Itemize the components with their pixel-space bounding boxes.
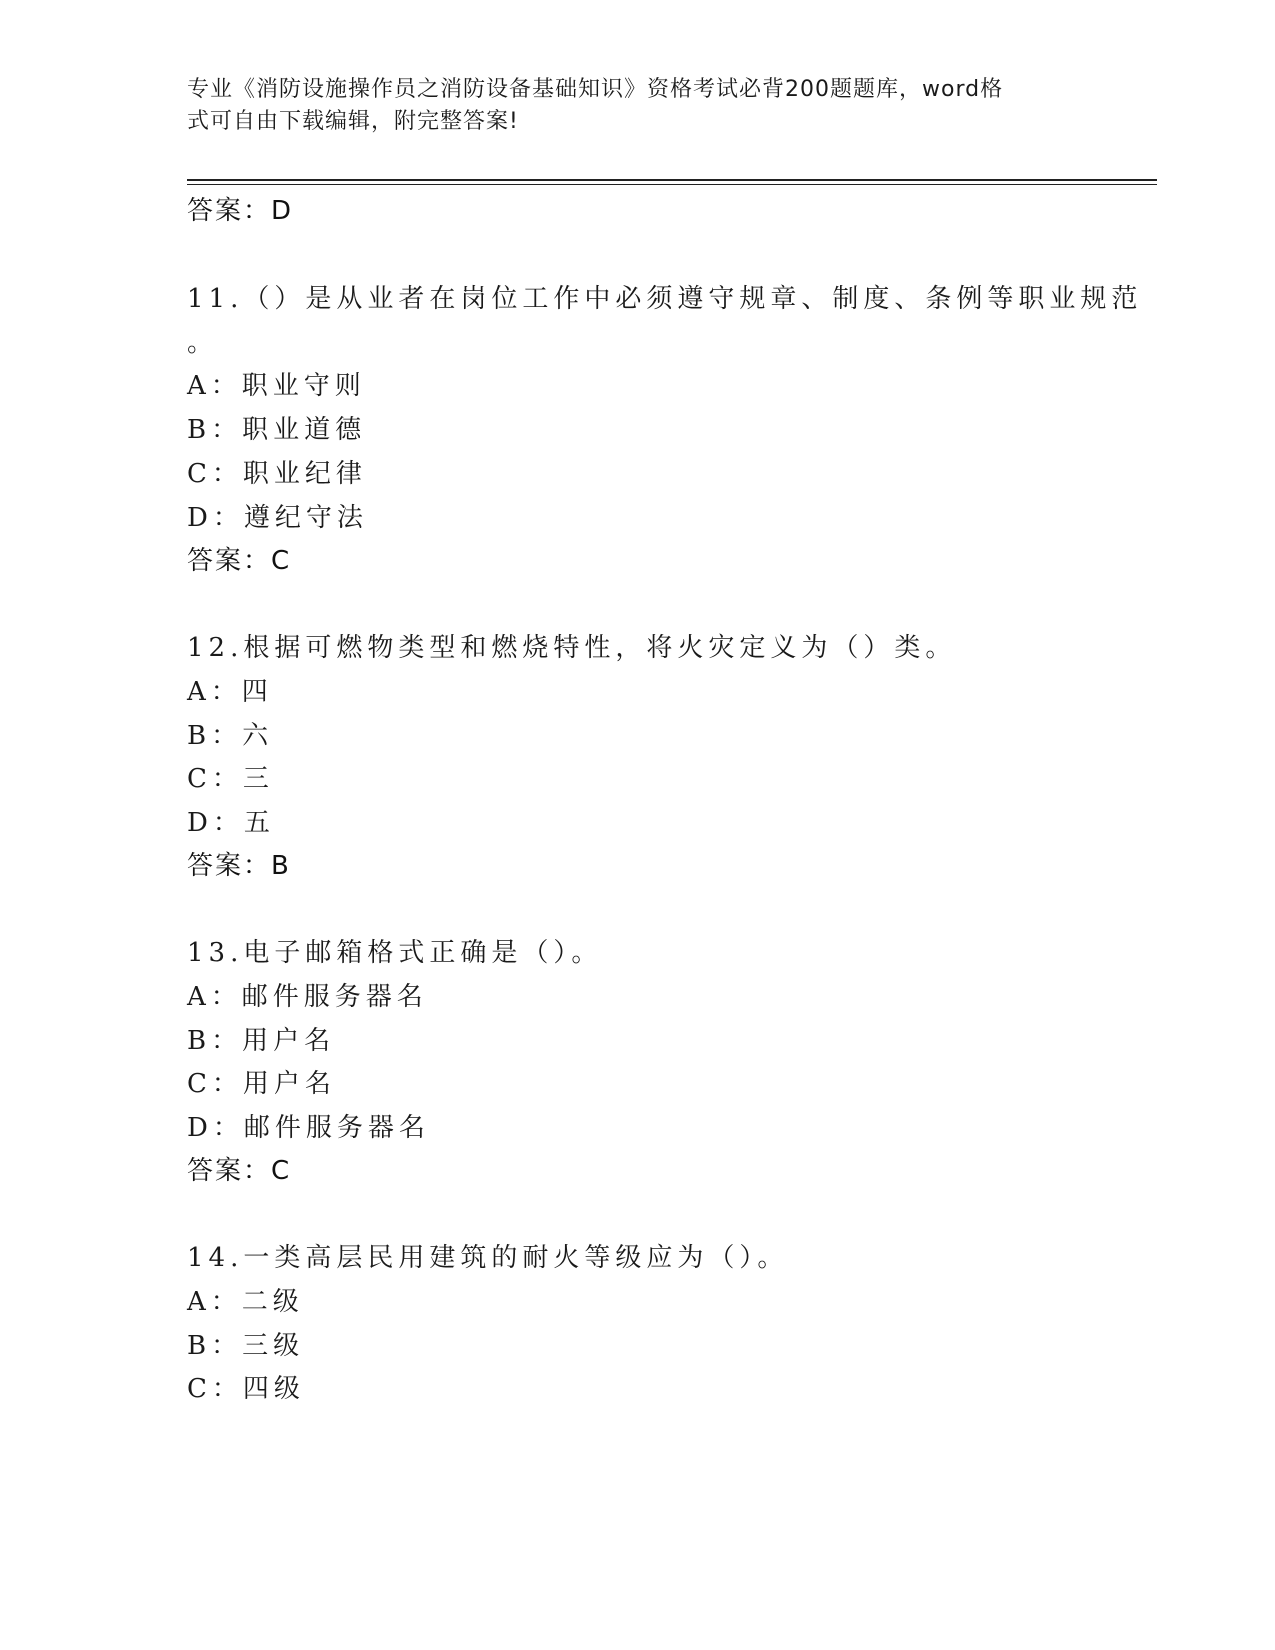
question-14-option-b: B：三级 — [187, 1331, 305, 1361]
question-12-option-b: B：六 — [187, 721, 274, 751]
question-11-option-c: C：职业纪律 — [187, 459, 367, 489]
question-14-stem: 14.一类高层民用建筑的耐火等级应为（）。 — [187, 1243, 789, 1273]
question-13-option-a: A：邮件服务器名 — [187, 982, 428, 1012]
document-header — [187, 74, 1067, 138]
previous-answer: 答案：D — [187, 196, 294, 226]
question-13-stem: 13.电子邮箱格式正确是（）。 — [187, 938, 603, 968]
question-13-answer: 答案：C — [187, 1156, 292, 1186]
question-13-option-b: B：用户名 — [187, 1026, 336, 1056]
header-divider-top — [187, 179, 1157, 181]
header-title-line-1: 专业《消防设施操作员之消防设备基础知识》资格考试必背200题题库，word格 — [187, 77, 1004, 102]
question-11-stem: 11.（）是从业者在岗位工作中必须遵守规章、制度、条例等职业规范 — [187, 284, 1143, 314]
header-title-line-2: 式可自由下载编辑，附完整答案! — [187, 109, 519, 134]
header-divider-bottom — [187, 184, 1157, 185]
question-13-option-d: D：邮件服务器名 — [187, 1113, 430, 1143]
question-13-option-c: C：用户名 — [187, 1069, 336, 1099]
question-14-option-c: C：四级 — [187, 1374, 305, 1404]
question-11-stem-continued: 。 — [187, 328, 219, 358]
question-12-option-d: D：五 — [187, 808, 275, 838]
question-12-option-a: A：四 — [187, 677, 273, 707]
question-11-option-a: A：职业守则 — [187, 371, 366, 401]
question-12-option-c: C：三 — [187, 764, 274, 794]
question-12-answer: 答案：B — [187, 851, 291, 881]
question-11-answer: 答案：C — [187, 546, 292, 576]
question-12-stem: 12.根据可燃物类型和燃烧特性，将火灾定义为（）类。 — [187, 633, 957, 663]
question-14-option-a: A：二级 — [187, 1287, 304, 1317]
question-11-option-d: D：遵纪守法 — [187, 503, 368, 533]
question-11-option-b: B：职业道德 — [187, 415, 367, 445]
